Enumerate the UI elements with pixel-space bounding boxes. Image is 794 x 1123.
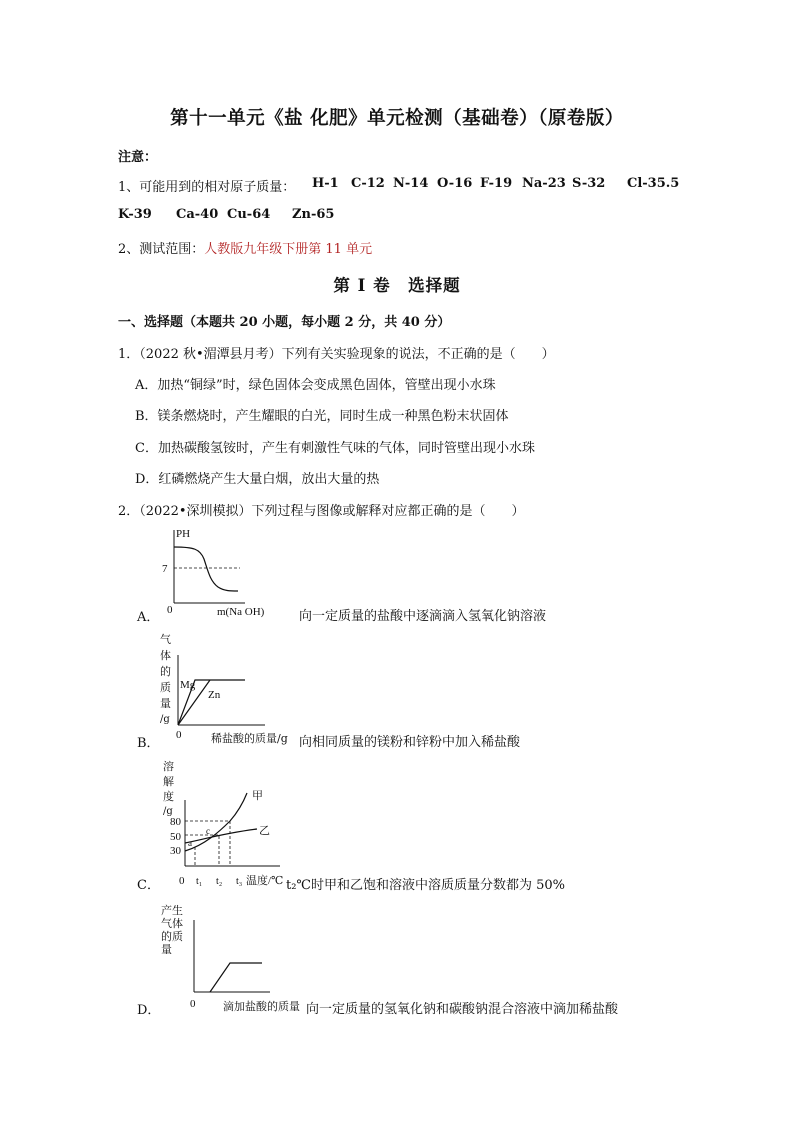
- point-c: c: [206, 826, 210, 836]
- section-title: 第 I 卷 选择题: [333, 276, 461, 295]
- q1-stem: 1．（2022 秋•湄潭县月考）下列有关实验现象的说法，不正确的是（ ）: [118, 347, 555, 362]
- mass-cl: Cl-35.5: [627, 176, 680, 191]
- mass-k: K-39: [118, 207, 152, 222]
- origin-label: 0: [190, 998, 196, 1010]
- note-1: [118, 176, 295, 195]
- mass-n: N-14: [393, 176, 429, 191]
- q2-c-graph: [165, 785, 290, 895]
- part-heading: 一、选择题（本题共 20 小题，每小题 2 分，共 40 分）: [118, 315, 451, 330]
- y-label-char: 气: [161, 917, 172, 930]
- q2-a-x-label: m(Na OH): [217, 606, 265, 618]
- q2-option-c-text: t₂℃时甲和乙饱和溶液中溶质质量分数都为 50%: [286, 878, 566, 893]
- y-tick-30: 30: [170, 845, 181, 857]
- q2-b-x-label: 稀盐酸的质量/g: [211, 732, 288, 745]
- origin-label: 0: [167, 604, 173, 616]
- q1-option-d: D．红磷燃烧产生大量白烟，放出大量的热: [135, 472, 380, 487]
- y-label-char: 产: [161, 904, 172, 917]
- page-title: 第十一单元《盐 化肥》单元检测（基础卷）（原卷版）: [170, 108, 624, 129]
- q2-d-x-label: 滴加盐酸的质量: [223, 1000, 300, 1013]
- mass-na: Na-23: [522, 176, 566, 191]
- mass-ca: Ca-40: [176, 207, 219, 222]
- yi-curve: [185, 829, 257, 843]
- q2-option-b-letter: B．: [137, 736, 160, 751]
- q1-option-b: B．镁条燃烧时，产生耀眼的白光，同时生成一种黑色粉末状固体: [135, 409, 509, 424]
- origin-label: 0: [179, 875, 185, 887]
- y-label-char: 量: [161, 943, 172, 956]
- note-2-prefix: 2、测试范围：: [118, 242, 205, 257]
- mass-h: H-1: [312, 176, 339, 191]
- q2-option-b-text: 向相同质量的镁粉和锌粉中加入稀盐酸: [299, 735, 521, 750]
- note-1-prefix: 1、可能用到的相对原子质量：: [118, 180, 296, 195]
- q2-d-y-label: [161, 904, 187, 956]
- y-label-char: 度: [163, 790, 174, 803]
- q2-option-d-letter: D．: [137, 1003, 161, 1018]
- jia-label: 甲: [252, 790, 263, 802]
- y-label-char: /g: [160, 714, 170, 725]
- ph-curve: [174, 547, 238, 591]
- y-label-char: 质: [160, 681, 171, 694]
- mass-s: S-32: [572, 176, 606, 191]
- y-label-char: 量: [160, 697, 171, 710]
- y-axis-label: PH: [176, 528, 191, 540]
- y-tick-7: 7: [162, 563, 168, 575]
- note-2: [118, 238, 372, 257]
- y-tick-80: 80: [170, 816, 181, 828]
- q2-option-a-text: 向一定质量的盐酸中逐滴滴入氢氧化钠溶液: [299, 609, 547, 624]
- gas-line: [210, 963, 262, 992]
- mass-zn: Zn-65: [292, 207, 335, 222]
- q2-option-c-letter: C．: [137, 878, 160, 893]
- y-label-char: 质: [172, 930, 183, 943]
- mass-f: F-19: [480, 176, 513, 191]
- q2-option-d-text: 向一定质量的氢氧化钠和碳酸钠混合溶液中滴加稀盐酸: [306, 1002, 619, 1017]
- q2-option-a-letter: A．: [137, 610, 160, 625]
- origin-label: 0: [176, 729, 182, 740]
- mass-o: O-16: [437, 176, 473, 191]
- y-label-char: 生: [172, 904, 183, 917]
- mg-label: Mg: [180, 679, 196, 691]
- y-label-char: 的: [160, 665, 171, 678]
- q2-stem: 2．（2022•深圳模拟）下列过程与图像或解释对应都正确的是（ ）: [118, 504, 525, 519]
- y-label-char: 体: [160, 649, 171, 662]
- yi-label: 乙: [259, 825, 270, 837]
- y-tick-50: 50: [170, 831, 181, 843]
- q1-option-a: A．加热“铜绿”时，绿色固体会变成黑色固体，管壁出现小水珠: [135, 378, 496, 393]
- mass-cu: Cu-64: [227, 207, 271, 222]
- q1-option-c: C．加热碳酸氢铵时，产生有刺激性气味的气体，同时管壁出现小水珠: [135, 441, 535, 456]
- x-tick-t2: t₂: [216, 876, 223, 887]
- notice-label: 注意：: [118, 150, 158, 165]
- mass-c: C-12: [351, 176, 385, 191]
- y-label-char: 气: [160, 633, 171, 646]
- x-tick-t3: t₃: [236, 876, 243, 887]
- y-label-char: 体: [172, 917, 183, 930]
- point-a: a: [188, 838, 192, 848]
- zn-label: Zn: [208, 689, 221, 701]
- y-label-char: 解: [163, 775, 174, 788]
- test-scope: 人教版九年级下册第 11 单元: [204, 242, 373, 257]
- jia-curve: [185, 793, 247, 851]
- y-label-char: /g: [163, 806, 173, 817]
- x-axis-label: 温度/℃: [246, 875, 284, 887]
- y-label-char: 的: [161, 930, 172, 943]
- x-tick-t1: t₁: [196, 876, 203, 887]
- y-label-char: 溶: [163, 760, 174, 773]
- q2-b-graph: [170, 650, 280, 740]
